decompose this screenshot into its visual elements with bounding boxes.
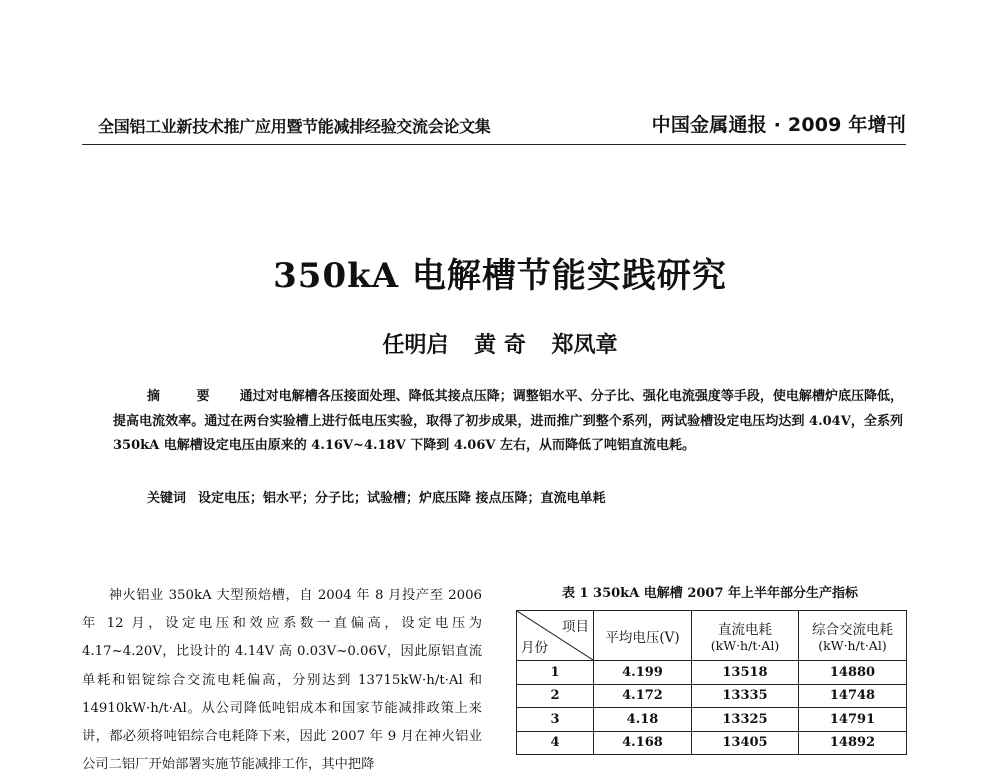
keywords <box>147 487 606 506</box>
table-cell: 14748 <box>799 684 907 708</box>
table-cell: 14880 <box>799 661 907 685</box>
author-3: 郑凤章 <box>551 332 618 358</box>
table-header-cell <box>692 611 799 661</box>
table-cell: 13325 <box>692 708 799 732</box>
keywords-text: 设定电压；铝水平；分子比；试验槽；炉底压降 接点压降；直流电单耗 <box>198 491 606 506</box>
body-paragraph: 神火铝业 350kA 大型预焙槽，自 2004 年 8 月投产至 2006 年 12 月，设定电压和效应系数一直偏高，设定电压为 4.17~4.20V，比设计的 4.14V 高 0.03V~0.06V，因此原铝直流单耗和铝锭综合交流电耗偏高，分别达到 13715kW·h/t·Al 和 14910kW·h/t·Al。从公司降低吨铝成本和国家节能减排政策上来讲，都必须将吨铝综合电耗降下来，因此 2007 年 9 月在神火铝业公司二铝厂开始部署实施节能减排工作，其中把降 <box>82 588 482 773</box>
table-cell: 3 <box>517 708 594 732</box>
paper-title: 350kA 电解槽节能实践研究 <box>273 256 727 296</box>
author-2: 黄 奇 <box>474 332 526 358</box>
table-cell: 13405 <box>692 731 799 755</box>
production-index-table <box>516 610 907 755</box>
table-header-row <box>517 611 907 661</box>
table-row <box>517 684 907 708</box>
table-cell: 4.168 <box>594 731 692 755</box>
table-caption: 表 1 350kA 电解槽 2007 年上半年部分生产指标 <box>561 586 859 601</box>
corner-label-item: 项目 <box>562 619 589 635</box>
table-cell: 2 <box>517 684 594 708</box>
header-journal-issue: 中国金属通报 · 2009 年增刊 <box>651 114 906 136</box>
corner-label-month: 月份 <box>521 640 548 656</box>
abstract <box>113 385 903 459</box>
header-dc-consumption: 直流电耗 <box>718 622 772 638</box>
table-cell: 14892 <box>799 731 907 755</box>
author-1: 任明启 <box>382 332 449 358</box>
table-cell: 1 <box>517 661 594 685</box>
table-row <box>517 731 907 755</box>
table-cell: 4 <box>517 731 594 755</box>
running-header <box>82 110 906 145</box>
table-row <box>517 661 907 685</box>
abstract-text: 通过对电解槽各压接面处理、降低其接点压降；调整铝水平、分子比、强化电流强度等手段，使电解槽炉底压降低，提高电流效率。通过在两台实验槽上进行低电压实验，取得了初步成果，进而推广到整个系列，两试验槽设定电压均达到 4.04V，全系列 350kA 电解槽设定电压由原来的 4.16V~4.18V 下降到 4.06V 左右，从而降低了吨铝直流电耗。 <box>113 389 903 453</box>
header-dc-unit: (kW·h/t·Al) <box>710 638 780 653</box>
keywords-label: 关键词 <box>147 491 187 506</box>
header-voltage: 平均电压(V) <box>605 629 680 646</box>
table-cell: 4.18 <box>594 708 692 732</box>
table-cell: 13335 <box>692 684 799 708</box>
table-cell: 14791 <box>799 708 907 732</box>
header-proceedings-title: 全国铝工业新技术推广应用暨节能减排经验交流会论文集 <box>98 117 491 136</box>
body-column-left <box>82 582 482 779</box>
table-row <box>517 708 907 732</box>
table-cell: 4.172 <box>594 684 692 708</box>
table-cell: 13518 <box>692 661 799 685</box>
table-header-cell <box>594 611 692 661</box>
table-corner-cell <box>517 611 594 661</box>
abstract-label: 摘 要 <box>147 389 226 404</box>
header-ac-unit: (kW·h/t·Al) <box>818 638 887 653</box>
author-list <box>0 328 1000 359</box>
table-cell: 4.199 <box>594 661 692 685</box>
header-ac-consumption: 综合交流电耗 <box>812 622 893 638</box>
table-header-cell <box>799 611 907 661</box>
